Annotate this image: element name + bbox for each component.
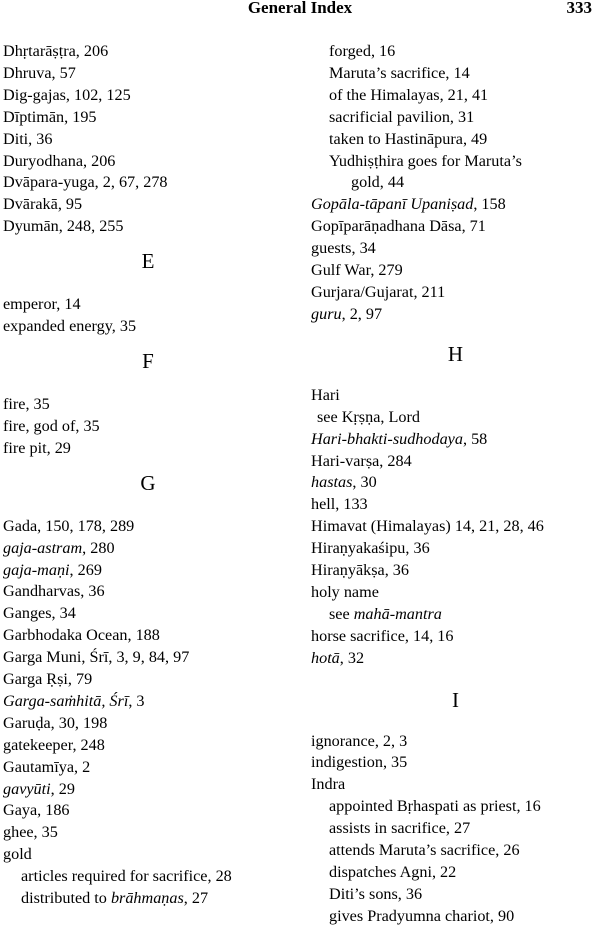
- index-subentry: appointed Bṛhaspati as priest, 16: [329, 797, 541, 816]
- entry-text: guests, 34: [311, 239, 376, 258]
- index-subentry: Yudhiṣṭhira goes for Maruta’s: [329, 151, 522, 170]
- entry-term-italic: Hari-bhakti-sudhodaya: [311, 429, 463, 448]
- entry-pages: , 32: [339, 648, 365, 667]
- page-number: 333: [566, 0, 592, 17]
- entry-text: Ganges, 34: [3, 604, 76, 623]
- entry-text: ghee, 35: [3, 823, 58, 842]
- index-subentry-continuation: gold, 44: [351, 173, 405, 192]
- entry-text: gatekeeper, 248: [3, 735, 105, 754]
- running-title: General Index: [247, 0, 353, 17]
- index-entry: [311, 451, 600, 473]
- entry-term-italic: brāhmaṇas: [110, 889, 184, 908]
- index-subentry: taken to Hastināpura, 49: [329, 129, 488, 148]
- index-see-reference: see Kṛṣṇa, Lord: [317, 407, 420, 426]
- index-entry: [3, 691, 293, 713]
- entry-pages: , 2, 97: [341, 304, 383, 323]
- entry-text: Garga Ṛṣi, 79: [3, 670, 93, 689]
- index-entry: [311, 238, 600, 260]
- entry-pages: , 27: [183, 889, 209, 908]
- index-entry: Dhruva, 57: [3, 63, 76, 82]
- section-letter-e: E: [141, 249, 155, 274]
- index-subentry: [3, 888, 293, 910]
- entry-text: horse sacrifice, 14, 16: [311, 626, 454, 645]
- entry-text: distributed to: [21, 889, 111, 908]
- index-entry: [3, 757, 293, 779]
- index-subentry: sacrificial pavilion, 31: [329, 107, 475, 126]
- index-entry: [311, 304, 600, 326]
- index-entry: [311, 194, 600, 216]
- entry-pages: , 280: [82, 538, 115, 557]
- entry-term-italic: gavyūti: [3, 779, 51, 798]
- index-subentry: of the Himalayas, 21, 41: [329, 85, 489, 104]
- index-entry: Indra: [311, 775, 346, 794]
- entry-text: articles required for sacrifice, 28: [21, 867, 232, 886]
- index-entry: [311, 648, 600, 670]
- index-entry: [3, 603, 293, 625]
- entry-text: Garbhodaka Ocean, 188: [3, 626, 160, 645]
- entry-text: see: [329, 604, 354, 623]
- entry-pages: , 158: [473, 195, 506, 214]
- entry-term-italic: Gopāla-tāpanī Upaniṣad: [311, 195, 474, 214]
- index-entry: [311, 538, 600, 560]
- index-entry: Hari: [311, 385, 340, 404]
- index-subentry: Diti’s sons, 36: [329, 884, 423, 903]
- index-entry: Dig-gajas, 102, 125: [3, 85, 131, 104]
- index-entry: [3, 669, 293, 691]
- index-entry: [311, 282, 600, 304]
- entry-term-italic: gaja-maṇi: [3, 560, 70, 579]
- entry-term-italic: mahā-mantra: [353, 604, 442, 623]
- entry-term-italic: gaja-astram: [3, 538, 83, 557]
- index-entry: [3, 713, 293, 735]
- index-subentry: Maruta’s sacrifice, 14: [329, 63, 470, 82]
- index-entry: fire, god of, 35: [3, 416, 100, 435]
- index-entry: [311, 472, 600, 494]
- index-entry: ignorance, 2, 3: [311, 731, 408, 750]
- entry-text: Gautamīya, 2: [3, 757, 91, 776]
- entry-term-italic: hotā: [311, 648, 340, 667]
- index-entry: [311, 516, 600, 538]
- entry-text: hell, 133: [311, 495, 368, 514]
- index-entry: [3, 538, 293, 560]
- entry-pages: , 3: [128, 691, 145, 710]
- section-letter-f: F: [142, 348, 154, 373]
- index-subentry: attends Maruta’s sacrifice, 26: [329, 841, 520, 860]
- index-entry: [311, 260, 600, 282]
- entry-term-italic: Garga-saṁhitā, Śrī: [3, 691, 129, 710]
- entry-text: Gopīparāṇadhana Dāsa, 71: [311, 217, 486, 236]
- entry-term-italic: guru: [311, 304, 342, 323]
- index-entry: [311, 582, 600, 604]
- index-entry: indigestion, 35: [311, 753, 408, 772]
- entry-text: Garga Muni, Śrī, 3, 9, 84, 97: [3, 648, 190, 667]
- index-entry: [311, 626, 600, 648]
- index-entry: emperor, 14: [3, 295, 81, 314]
- index-entry: fire, 35: [3, 394, 50, 413]
- index-entry: [311, 560, 600, 582]
- entry-text: Gaya, 186: [3, 801, 70, 820]
- index-column-right: [311, 41, 600, 928]
- entry-text: Gandharvas, 36: [3, 582, 105, 601]
- entry-text: holy name: [311, 582, 379, 601]
- index-subentry: assists in sacrifice, 27: [329, 819, 471, 838]
- section-letter-i: I: [452, 687, 459, 712]
- entry-text: gold: [3, 845, 32, 864]
- entry-pages: , 58: [462, 429, 488, 448]
- entry-text: Hari-varṣa, 284: [311, 451, 412, 470]
- entry-text: Hiraṇyakaśipu, 36: [311, 539, 430, 558]
- entry-pages: , 29: [50, 779, 75, 798]
- index-entry: Duryodhana, 206: [3, 151, 116, 170]
- entry-term-italic: hastas: [311, 473, 353, 492]
- index-entry: Dhṛtarāṣṭra, 206: [3, 42, 109, 60]
- index-entry: [3, 647, 293, 669]
- entry-text: Gurjara/Gujarat, 211: [311, 282, 446, 301]
- index-see-reference: [311, 604, 600, 626]
- index-subentry: dispatches Agni, 22: [329, 863, 457, 881]
- index-subentry: forged, 16: [329, 42, 396, 60]
- entry-text: Himavat (Himalayas) 14, 21, 28, 46: [311, 517, 544, 536]
- index-entry: [3, 800, 293, 822]
- entry-text: Gulf War, 279: [311, 261, 403, 280]
- index-entry: [3, 735, 293, 757]
- index-entry: [3, 822, 293, 844]
- entry-text: Hiraṇyākṣa, 36: [311, 561, 409, 580]
- index-entry: Dvāpara-yuga, 2, 67, 278: [3, 173, 168, 192]
- index-subentry: [3, 866, 293, 888]
- index-entry: [311, 216, 600, 238]
- index-entry: fire pit, 29: [3, 438, 71, 457]
- index-entry: Dyumān, 248, 255: [3, 217, 124, 236]
- index-entry: [311, 429, 600, 451]
- index-entry: [3, 844, 293, 866]
- index-entry: [311, 494, 600, 516]
- running-header: [0, 0, 600, 26]
- index-entry: [3, 779, 293, 801]
- index-subentry: gives Pradyumna chariot, 90: [329, 906, 515, 925]
- index-entry: [3, 516, 293, 538]
- index-entry: [3, 560, 293, 582]
- index-entry: [3, 581, 293, 603]
- section-letter-g: G: [140, 470, 156, 495]
- index-entry: expanded energy, 35: [3, 317, 137, 336]
- entry-text: Garuḍa, 30, 198: [3, 713, 108, 732]
- entry-pages: , 269: [69, 560, 102, 579]
- index-column-left: [3, 41, 293, 910]
- index-entry: Diti, 36: [3, 129, 53, 148]
- index-entry: [3, 625, 293, 647]
- section-letter-h: H: [447, 341, 464, 366]
- entry-pages: , 30: [352, 473, 377, 492]
- index-entry: Dvārakā, 95: [3, 195, 83, 214]
- index-entry: Dīptimān, 195: [3, 107, 97, 126]
- entry-text: Gada, 150, 178, 289: [3, 516, 135, 535]
